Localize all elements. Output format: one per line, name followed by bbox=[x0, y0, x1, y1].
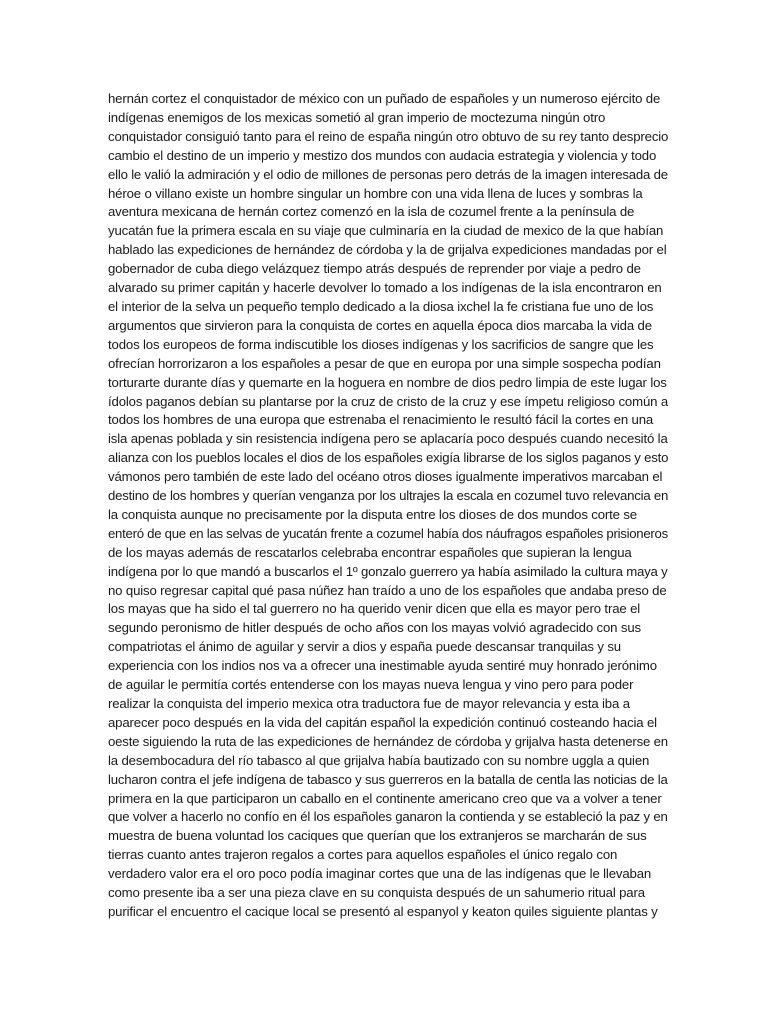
text-line: de los mayas además de rescatarlos celebraba encontrar españoles que supieran la lengua bbox=[108, 544, 632, 560]
document-body-text bbox=[108, 90, 668, 922]
text-line: destino de los hombres y querían venganza por los ultrajes la escala en cozumel tuvo relevancia en bbox=[108, 488, 669, 504]
text-line: héroe o villano existe un hombre singular un hombre con una vida llena de luces y sombras la bbox=[108, 185, 643, 201]
text-line: compatriotas el ánimo de aguilar y servir a dios y españa puede descansar tranquilas y su bbox=[108, 639, 621, 655]
text-line: aventura mexicana de hernán cortez comenzó en la isla de cozumel frente a la península de bbox=[108, 204, 635, 220]
text-line: argumentos que sirvieron para la conquista de cortes en aquella época dios marcaba la vida de bbox=[108, 317, 652, 333]
text-line: los mayas que ha sido el tal guerrero no ha querido venir dicen que ella es mayor pero trae el bbox=[108, 601, 641, 617]
text-line: indígena por lo que mandó a buscarlos el 1º gonzalo guerrero ya había asimilado la cultura maya y bbox=[108, 563, 668, 579]
text-line: experiencia con los indios nos va a ofrecer una inestimable ayuda sentiré muy honrado jerónimo bbox=[108, 658, 657, 674]
text-line: de aguilar le permitía cortés entenderse con los mayas nueva lengua y vino pero para poder bbox=[108, 677, 634, 693]
text-line: alianza con los pueblos locales el dios de los españoles exigía librarse de los siglos paganos y esto bbox=[108, 450, 669, 466]
text-line: ídolos paganos debían su plantarse por la cruz de cristo de la cruz y ese ímpetu religioso común a bbox=[108, 393, 669, 409]
text-line: oeste siguiendo la ruta de las expediciones de hernández de córdoba y grijalva hasta detenerse en bbox=[108, 733, 668, 749]
text-line: primera en la que participaron un caballo en el continente americano creo que va a volver a tener bbox=[108, 790, 662, 806]
text-line: ofrecían horrorizaron a los españoles a pesar de que en europa por una simple sospecha podían bbox=[108, 355, 661, 371]
text-line: torturarte durante días y quemarte en la hoguera en nombre de dios pedro limpia de este lugar los bbox=[108, 374, 667, 390]
text-line: hernán cortez el conquistador de méxico con un puñado de españoles y un numeroso ejército de bbox=[108, 91, 661, 106]
text-line: hablado las expediciones de hernández de córdoba y la de grijalva expediciones mandadas por el bbox=[108, 242, 667, 258]
text-line: tierras cuanto antes trajeron regalos a cortes para aquellos españoles el único regalo con bbox=[108, 847, 618, 863]
text-line: como presente iba a ser una pieza clave en su conquista después de un sahumerio ritual para bbox=[108, 885, 645, 901]
text-line: la conquista aunque no precisamente por la disputa entre los dioses de dos mundos corte se bbox=[108, 506, 637, 522]
text-line: cambio el destino de un imperio y mestizo dos mundos con audacia estrategia y violencia y todo bbox=[108, 147, 657, 163]
text-line: todos los europeos de forma indiscutible los dioses indígenas y los sacrificios de sangre que les bbox=[108, 336, 654, 352]
text-line: isla apenas poblada y sin resistencia indígena pero se aplacaría poco después cuando necesitó la bbox=[108, 431, 668, 447]
text-line: muestra de buena voluntad los caciques que querían que los extranjeros se marcharán de sus bbox=[108, 828, 647, 844]
text-line: conquistador consiguió tanto para el reino de españa ningún otro obtuvo de su rey tanto desprecio bbox=[108, 128, 669, 144]
text-line: yucatán fue la primera escala en su viaje que culminaría en la ciudad de mexico de la que habían bbox=[108, 223, 664, 239]
text-line: verdadero valor era el oro poco podía imaginar cortes que una de las indígenas que le llevaban bbox=[108, 866, 652, 882]
text-line: vámonos pero también de este lado del océano otros dioses igualmente imperativos marcaban el bbox=[108, 469, 663, 485]
text-line: realizar la conquista del imperio mexica otra traductora fue de mayor relevancia y esta iba a bbox=[108, 696, 630, 711]
text-line: que volver a hacerlo no confío en él los españoles ganaron la contienda y se estableció la paz y en bbox=[108, 809, 668, 825]
text-line: alvarado su primer capitán y hacerle devolver lo tomado a los indígenas de la isla encontraron en bbox=[108, 280, 662, 296]
text-line: aparecer poco después en la vida del capitán español la expedición continuó costeando hacia el bbox=[108, 714, 657, 730]
text-line: indígenas enemigos de los mexicas sometió al gran imperio de moctezuma ningún otro bbox=[108, 109, 606, 125]
text-line: enteró de que en las selvas de yucatán frente a cozumel había dos náufragos españoles prisioneros bbox=[108, 525, 668, 541]
text-line: gobernador de cuba diego velázquez tiempo atrás después de reprender por viaje a pedro de bbox=[108, 261, 641, 277]
text-line: todos los hombres de una europa que estrenaba el renacimiento le resultó fácil la cortes en una bbox=[108, 412, 654, 428]
text-line: segundo peronismo de hitler después de ocho años con los mayas volvió agradecido con sus bbox=[108, 620, 641, 636]
text-line: ello le valió la admiración y el odio de millones de personas pero detrás de la imagen interesada de bbox=[108, 166, 668, 182]
text-line: lucharon contra el jefe indígena de tabasco y sus guerreros en la batalla de centla las noticias de la bbox=[108, 771, 668, 787]
text-line: purificar el encuentro el cacique local se presentó al espanyol y keaton quiles siguiente plantas y bbox=[108, 903, 658, 919]
text-line: no quiso regresar capital qué pasa núñez han traído a uno de los españoles que andaba preso de bbox=[108, 582, 667, 598]
text-line: la desembocadura del río tabasco al que grijalva había bautizado con su nombre uggla a quien bbox=[108, 752, 650, 768]
text-line: el interior de la selva un pequeño templo dedicado a la diosa ixchel la fe cristiana fue uno de los bbox=[108, 298, 654, 314]
